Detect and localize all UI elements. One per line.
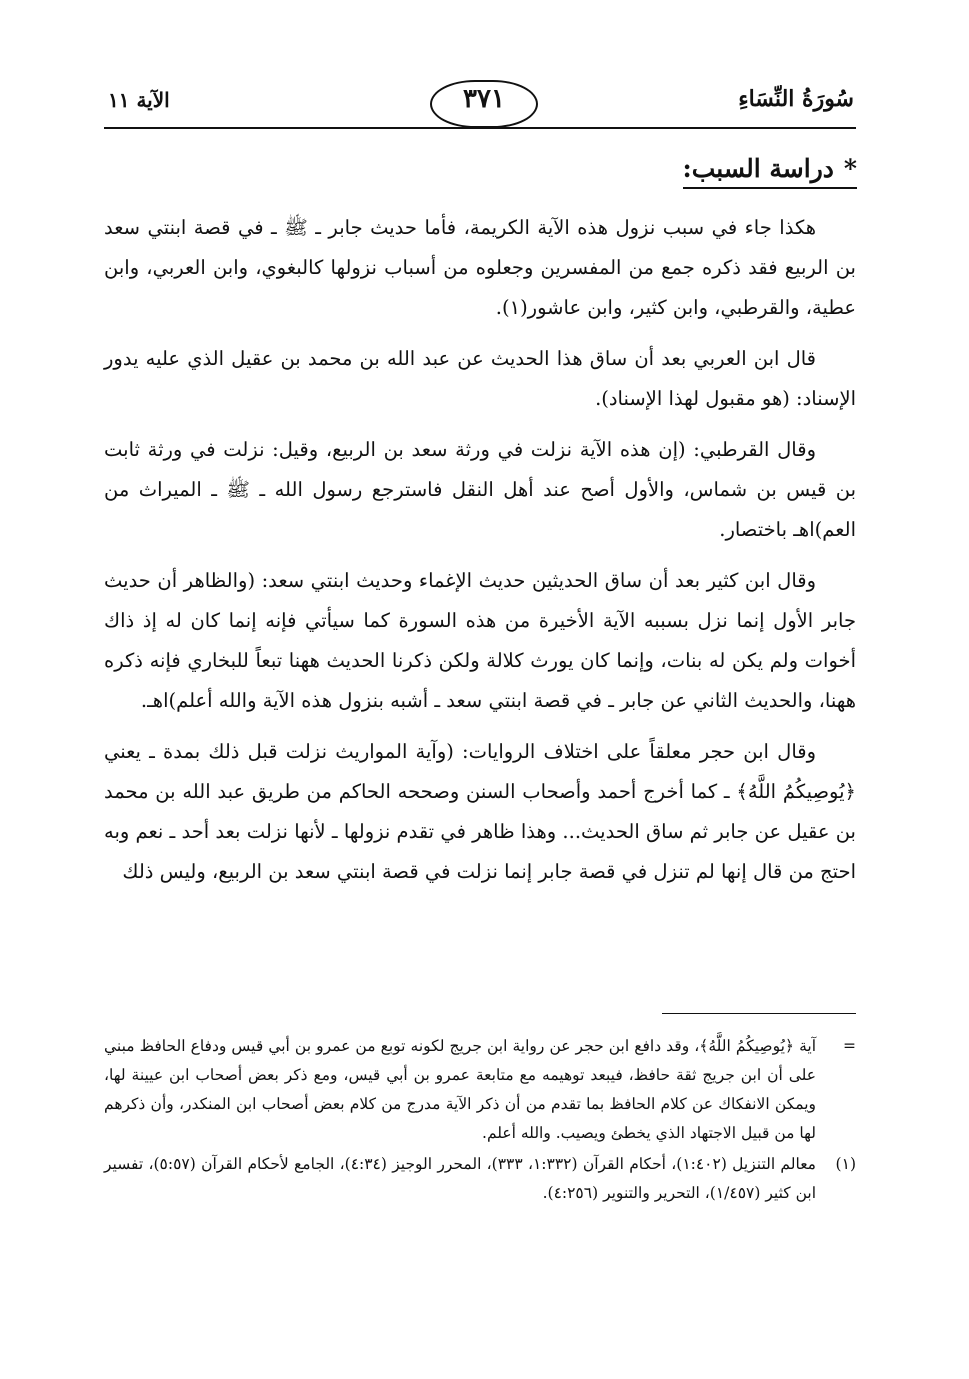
footnote [104,1032,856,1148]
header-rule [104,127,856,129]
paragraph: وقال ابن حجر معلقاً على اختلاف الروايات: (وآية المواريث نزلت قبل ذلك بمدة ـ يعني ﴿يُوصِيكُمُ اللَّهُ﴾ ـ كما أخرج أحمد وأصحاب السنن وصححه الحاكم من طريق عبد الله بن محمد بن عقيل عن جابر ثم ساق الحديث... وهذا ظاهر في تقدم نزولها ـ لأنها نزلت بعد أحد ـ نعم وبه احتج من قال إنها لم تنزل في قصة جابر إنما نزلت في قصة ابنتي سعد بن الربيع، وليس ذلك [104,740,856,883]
paragraph: قال ابن العربي بعد أن ساق هذا الحديث عن عبد الله بن محمد بن عقيل الذي عليه يدور الإسناد: (هو مقبول لهذا الإسناد). [104,347,856,410]
footnote-text: معالم التنزيل (١:٤٠٢)، أحكام القرآن (١:٣٣٢، ٣٣٣)، المحرر الوجيز (٤:٣٤)، الجامع لأحكام القرآن (٥:٥٧)، تفسير ابن كثير (١/٤٥٧)، التحرير والتنوير (٤:٢٥٦). [104,1155,816,1202]
footnote-separator [662,1013,856,1014]
paragraph: وقال القرطبي: (إن هذه الآية نزلت في ورثة سعد بن الربيع، وقيل: نزلت في ورثة ثابت بن قيس بن شماس، والأول أصح عند أهل النقل فاسترجع رسول الله ـ ﷺ ـ الميراث من العم)اهـ باختصار. [104,438,856,541]
star-icon: * [843,154,857,183]
paragraph: وقال ابن كثير بعد أن ساق الحديثين حديث الإغماء وحديث ابنتي سعد: (والظاهر أن حديث جابر الأول إنما نزل بسببه الآية الأخيرة من هذه السورة كما سيأتي فإنه إنما كان له إذ ذاك أخوات ولم يكن له بنات، وإنما كان يورث كلالة ولكن ذكرنا الحديث ههنا تبعاً للبخاري فإنه ذكره ههنا، والحديث الثاني عن جابر ـ في قصة ابنتي سعد ـ أشبه بنزول هذه الآية والله أعلم)اهـ. [104,569,856,712]
surah-name: سُورَةُ النِّسَاءِ [738,86,854,112]
section-title: دراسة السبب: [682,154,834,183]
footnote-marker: (١) [835,1155,856,1173]
ayah-number: الآية ١١ [108,88,170,112]
body-text [104,208,856,892]
paragraph: هكذا جاء في سبب نزول هذه الآية الكريمة، فأما حديث جابر ـ ﷺ ـ في قصة ابنتي سعد بن الربيع فقد ذكره جمع من المفسرين وجعلوه من أسباب نزولها كالبغوي، وابن العربي، وابن عطية، والقرطبي، وابن كثير، وابن عاشور(١). [104,216,856,319]
section-heading [683,154,857,189]
footnotes [104,1032,856,1208]
footnote [104,1150,856,1208]
footnote-text: آية ﴿يُوصِيكُمُ اللَّهُ﴾، وقد دافع ابن حجر عن رواية ابن جريج لكونه توبع من عمرو بن أبي قيس ودفاع الحافظ مبني على أن ابن جريج ثقة حافظ، فيبعد توهيمه مع متابعة عمرو بن أبي قيس، ومع ذكر بعض أصحاب ابن عيينة لها، ويمكن الانفكاك عن كلام الحافظ بما تقدم من أن ذكر الآية مدرج من كلام بعض أصحاب ابن المنكدر، وأن ذكرهم لها من قبيل الاجتهاد الذي يخطئ ويصيب. والله أعلم. [104,1037,816,1142]
footnote-marker: = [843,1037,856,1055]
page-number: ٣٧١ [463,84,505,114]
